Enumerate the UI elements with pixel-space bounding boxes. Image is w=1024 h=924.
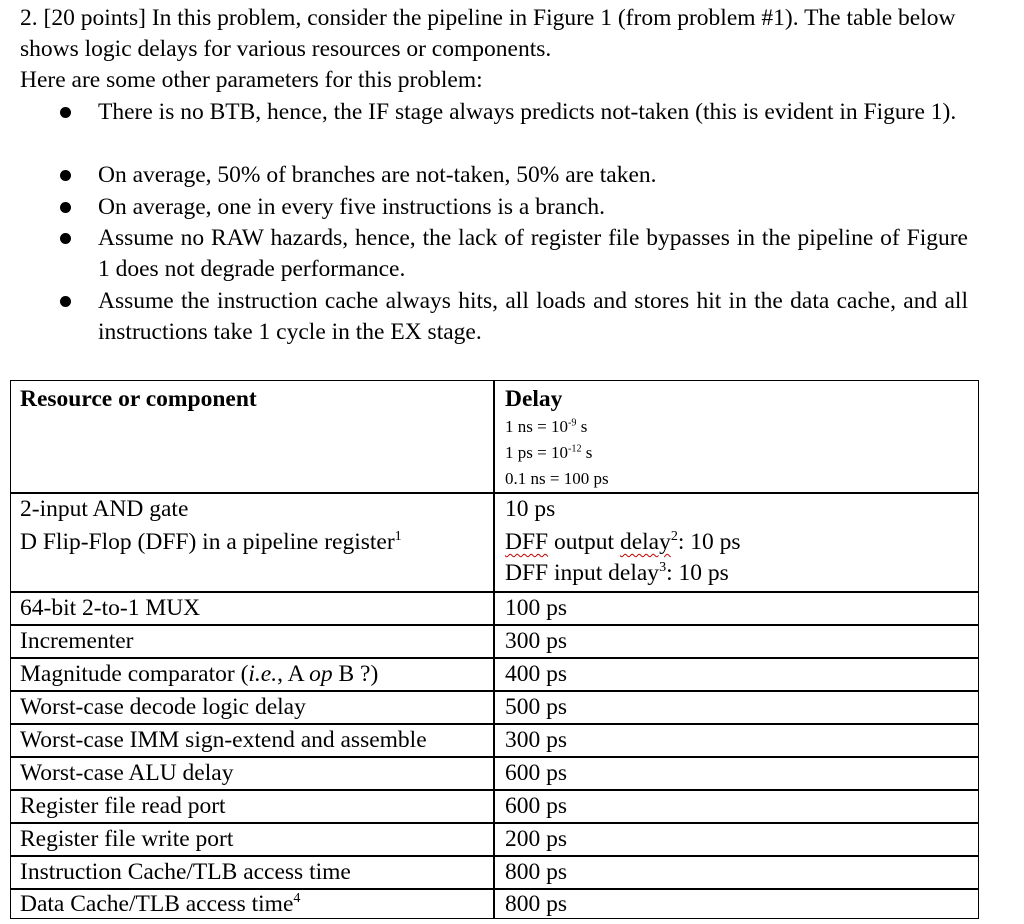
delay-cell-dff-output: DFF output delay$^2$: 10 ps bbox=[505, 528, 741, 555]
delay-cell: 600 ps bbox=[505, 793, 568, 819]
component-cell: D Flip-Flop (DFF) in a pipeline register$^1$ bbox=[20, 528, 402, 555]
delay-cell: 500 ps bbox=[505, 694, 568, 720]
delay-cell: 600 ps bbox=[505, 760, 568, 786]
delay-cell-dff-input: DFF input delay$^3$: 10 ps bbox=[505, 559, 729, 586]
unit-ps: 1 ps = $10^{-12}$ s bbox=[505, 443, 593, 462]
delay-cell: 800 ps bbox=[505, 891, 568, 917]
delay-cell: 10 ps bbox=[505, 496, 556, 522]
delay-cell: 300 ps bbox=[505, 727, 568, 753]
list-item-text: Assume no RAW hazards, hence, the lack of register file bypasses in the pipeline of Figure 1 does not degrade performance. bbox=[98, 225, 968, 282]
unit-ns: 1 ns = $10^{-9}$ s bbox=[505, 417, 588, 436]
unit-conversion: 0.1 ns = 100 ps bbox=[505, 469, 609, 488]
delay-cell: 200 ps bbox=[505, 826, 568, 852]
parameters-lead: Here are some other parameters for this problem: bbox=[20, 67, 483, 93]
component-cell: 64-bit 2-to-1 MUX bbox=[20, 595, 201, 621]
bullet-icon bbox=[60, 233, 71, 244]
component-cell: Register file write port bbox=[20, 826, 234, 852]
component-cell: Incrementer bbox=[20, 628, 134, 654]
delay-table bbox=[10, 380, 979, 919]
list-item-text: Assume the instruction cache always hits, all loads and stores hit in the data cache, and all instructions take 1 cycle in the EX stage. bbox=[98, 288, 968, 345]
component-cell: Instruction Cache/TLB access time bbox=[20, 859, 351, 885]
column-header-resource: Resource or component bbox=[20, 386, 257, 412]
delay-cell: 800 ps bbox=[505, 859, 568, 885]
bullet-icon bbox=[60, 170, 71, 181]
column-divider bbox=[493, 381, 495, 918]
problem-statement: 2. [20 points] In this problem, consider the pipeline in Figure 1 (from problem #1). The table below shows logic delays for various resources or components. bbox=[20, 5, 956, 62]
component-cell: Worst-case IMM sign-extend and assemble bbox=[20, 727, 427, 753]
bullet-icon bbox=[60, 202, 71, 213]
delay-cell: 300 ps bbox=[505, 628, 568, 654]
component-cell: Register file read port bbox=[20, 793, 226, 819]
bullet-icon bbox=[60, 296, 71, 307]
component-cell: Magnitude comparator (i.e., A op B ?) bbox=[20, 661, 379, 687]
delay-cell: 400 ps bbox=[505, 661, 568, 687]
component-cell: Worst-case ALU delay bbox=[20, 760, 234, 786]
list-item-text: On average, 50% of branches are not-taken, 50% are taken. bbox=[98, 162, 657, 188]
problem-intro bbox=[20, 3, 980, 96]
component-cell: 2-input AND gate bbox=[20, 496, 189, 522]
bullet-icon bbox=[60, 107, 71, 118]
delay-cell: 100 ps bbox=[505, 595, 568, 621]
component-cell: Worst-case decode logic delay bbox=[20, 694, 306, 720]
row-divider bbox=[11, 624, 978, 626]
component-cell: Data Cache/TLB access time$^4$ bbox=[20, 890, 301, 917]
list-item-text: There is no BTB, hence, the IF stage always predicts not-taken (this is evident in Figure 1). bbox=[98, 99, 957, 125]
column-header-delay: Delay bbox=[505, 386, 563, 412]
list-item-text: On average, one in every five instructions is a branch. bbox=[98, 194, 606, 220]
